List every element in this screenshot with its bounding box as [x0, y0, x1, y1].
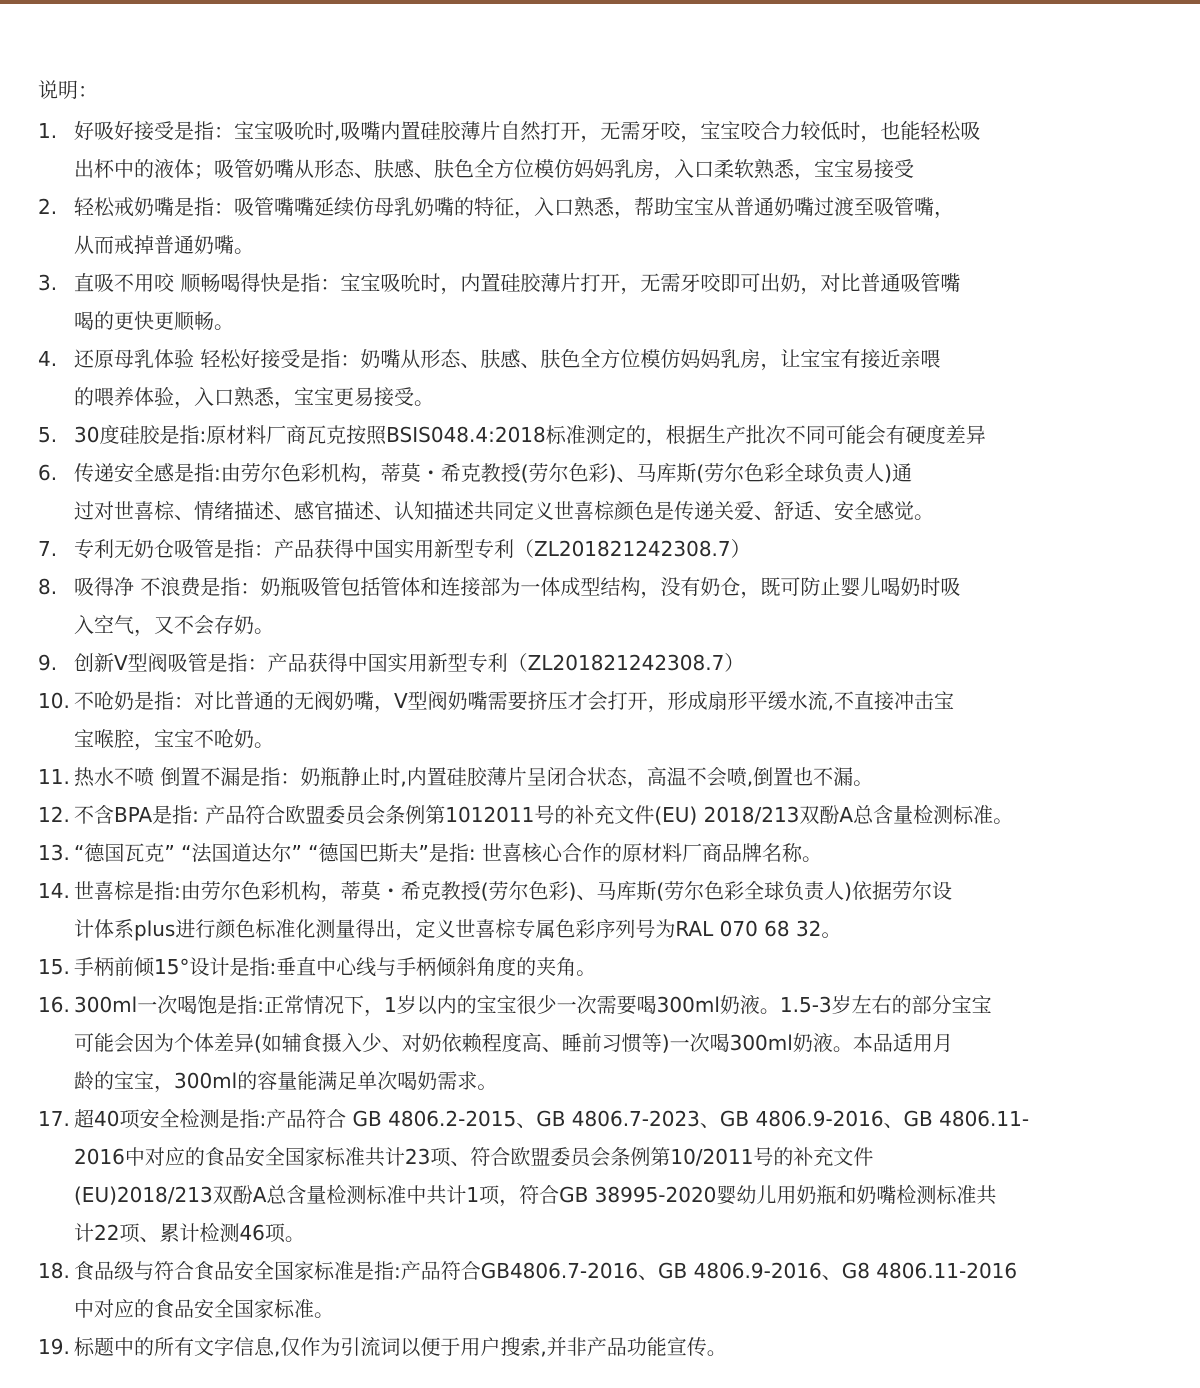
note-line: 30度硅胶是指:原材料厂商瓦克按照BSIS048.4:2018标准测定的，根据生产批次不同可能会有硬度差异	[74, 423, 986, 447]
note-text	[74, 834, 822, 872]
note-line: (EU)2018/213双酚A总含量检测标准中共计1项，符合GB 38995-2020婴幼儿用奶瓶和奶嘴检测标准共	[74, 1183, 997, 1207]
note-item	[38, 416, 1158, 454]
note-line: 出杯中的液体；吸管奶嘴从形态、肤感、肤色全方位模仿妈妈乳房，入口柔软熟悉，宝宝易接受	[74, 157, 914, 181]
note-text	[74, 1252, 1017, 1328]
note-item	[38, 644, 1158, 682]
note-line: 过对世喜棕、情绪描述、感官描述、认知描述共同定义世喜棕颜色是传递关爱、舒适、安全感觉。	[74, 499, 934, 523]
note-text	[74, 682, 954, 758]
note-line: 创新V型阀吸管是指：产品获得中国实用新型专利（ZL201821242308.7）	[74, 651, 745, 675]
note-number: 12.	[38, 803, 70, 827]
note-text	[74, 340, 940, 416]
note-line: 的喂养体验，入口熟悉，宝宝更易接受。	[74, 385, 434, 409]
note-line: 热水不喷 倒置不漏是指：奶瓶静止时,内置硅胶薄片呈闭合状态，高温不会喷,倒置也不漏。	[74, 765, 874, 789]
note-text	[74, 758, 873, 796]
note-number: 1.	[38, 119, 58, 143]
note-line: 300ml一次喝饱是指:正常情况下，1岁以内的宝宝很少一次需要喝300ml奶液。1.5-3岁左右的部分宝宝	[74, 993, 992, 1017]
note-text	[74, 112, 980, 188]
note-text	[74, 796, 1013, 834]
note-line: 轻松戒奶嘴是指：吸管嘴嘴延续仿母乳奶嘴的特征，入口熟悉，帮助宝宝从普通奶嘴过渡至吸管嘴，	[74, 195, 954, 219]
note-item	[38, 758, 1158, 796]
note-number: 18.	[38, 1259, 70, 1283]
note-item	[38, 872, 1158, 948]
note-text	[74, 872, 952, 948]
note-number: 8.	[38, 575, 58, 599]
note-number: 14.	[38, 879, 70, 903]
note-line: 计体系plus进行颜色标准化测量得出，定义世喜棕专属色彩序列号为RAL 070 68 32。	[74, 917, 842, 941]
note-number: 16.	[38, 993, 70, 1017]
note-text	[74, 644, 744, 682]
note-text	[74, 948, 596, 986]
note-number: 6.	[38, 461, 58, 485]
note-line: 喝的更快更顺畅。	[74, 309, 234, 333]
note-text	[74, 986, 992, 1100]
note-number: 10.	[38, 689, 70, 713]
note-item	[38, 1328, 1158, 1366]
note-line: 传递安全感是指:由劳尔色彩机构，蒂莫・希克教授(劳尔色彩)、马库斯(劳尔色彩全球负责人)通	[74, 461, 912, 485]
note-number: 13.	[38, 841, 70, 865]
note-text	[74, 1100, 1029, 1252]
note-line: 2016中对应的食品安全国家标准共计23项、符合欧盟委员会条例第10/2011号的补充文件	[74, 1145, 874, 1169]
note-line: 计22项、累计检测46项。	[74, 1221, 305, 1245]
note-number: 15.	[38, 955, 70, 979]
note-line: 直吸不用咬 顺畅喝得快是指：宝宝吸吮时，内置硅胶薄片打开，无需牙咬即可出奶，对比普通吸管嘴	[74, 271, 961, 295]
note-text	[74, 264, 960, 340]
note-text	[74, 530, 751, 568]
note-line: 好吸好接受是指：宝宝吸吮时,吸嘴内置硅胶薄片自然打开，无需牙咬，宝宝咬合力较低时，也能轻松吸	[74, 119, 981, 143]
note-item	[38, 986, 1158, 1100]
note-line: 食品级与符合食品安全国家标准是指:产品符合GB4806.7-2016、GB 4806.9-2016、G8 4806.11-2016	[74, 1259, 1018, 1283]
notes-section	[38, 72, 1158, 1366]
note-item	[38, 682, 1158, 758]
note-item	[38, 530, 1158, 568]
top-accent-bar	[0, 0, 1200, 4]
note-item	[38, 796, 1158, 834]
note-number: 3.	[38, 271, 58, 295]
note-line: 不含BPA是指: 产品符合欧盟委员会条例第1012011号的补充文件(EU) 2018/213双酚A总含量检测标准。	[74, 803, 1014, 827]
note-line: 世喜棕是指:由劳尔色彩机构，蒂莫・希克教授(劳尔色彩)、马库斯(劳尔色彩全球负责人)依据劳尔设	[74, 879, 952, 903]
note-item	[38, 834, 1158, 872]
note-number: 11.	[38, 765, 70, 789]
note-item	[38, 948, 1158, 986]
note-item	[38, 340, 1158, 416]
note-line: “德国瓦克” “法国道达尔” “德国巴斯夫”是指: 世喜核心合作的原材料厂商品牌名称。	[74, 841, 822, 865]
note-line: 标题中的所有文字信息,仅作为引流词以便于用户搜索,并非产品功能宣传。	[74, 1335, 727, 1359]
note-line: 从而戒掉普通奶嘴。	[74, 233, 254, 257]
note-item	[38, 454, 1158, 530]
note-number: 19.	[38, 1335, 70, 1359]
note-line: 宝喉腔，宝宝不呛奶。	[74, 727, 274, 751]
note-line: 龄的宝宝，300ml的容量能满足单次喝奶需求。	[74, 1069, 498, 1093]
note-item	[38, 1252, 1158, 1328]
note-item	[38, 568, 1158, 644]
note-item	[38, 188, 1158, 264]
note-number: 2.	[38, 195, 58, 219]
note-number: 7.	[38, 537, 58, 561]
note-item	[38, 264, 1158, 340]
notes-heading: 说明：	[38, 78, 98, 102]
note-item	[38, 1100, 1158, 1252]
note-line: 超40项安全检测是指:产品符合 GB 4806.2-2015、GB 4806.7-2023、GB 4806.9-2016、GB 4806.11-	[74, 1107, 1030, 1131]
note-line: 手柄前倾15°设计是指:垂直中心线与手柄倾斜角度的夹角。	[74, 955, 597, 979]
note-text	[74, 568, 960, 644]
note-number: 9.	[38, 651, 58, 675]
note-line: 入空气，又不会存奶。	[74, 613, 274, 637]
note-number: 4.	[38, 347, 58, 371]
note-number: 5.	[38, 423, 58, 447]
note-line: 专利无奶仓吸管是指：产品获得中国实用新型专利（ZL201821242308.7）	[74, 537, 751, 561]
note-line: 还原母乳体验 轻松好接受是指：奶嘴从形态、肤感、肤色全方位模仿妈妈乳房，让宝宝有接近亲喂	[74, 347, 941, 371]
note-number: 17.	[38, 1107, 70, 1131]
note-text	[74, 416, 986, 454]
note-text	[74, 188, 954, 264]
note-line: 中对应的食品安全国家标准。	[74, 1297, 334, 1321]
note-line: 不呛奶是指：对比普通的无阀奶嘴，V型阀奶嘴需要挤压才会打开，形成扇形平缓水流,不直接冲击宝	[74, 689, 955, 713]
note-item	[38, 112, 1158, 188]
note-line: 可能会因为个体差异(如辅食摄入少、对奶依赖程度高、睡前习惯等)一次喝300ml奶液。本品适用月	[74, 1031, 953, 1055]
notes-list	[38, 112, 1158, 1366]
note-line: 吸得净 不浪费是指：奶瓶吸管包括管体和连接部为一体成型结构，没有奶仓，既可防止婴儿喝奶时吸	[74, 575, 961, 599]
note-text	[74, 454, 934, 530]
note-text	[74, 1328, 727, 1366]
